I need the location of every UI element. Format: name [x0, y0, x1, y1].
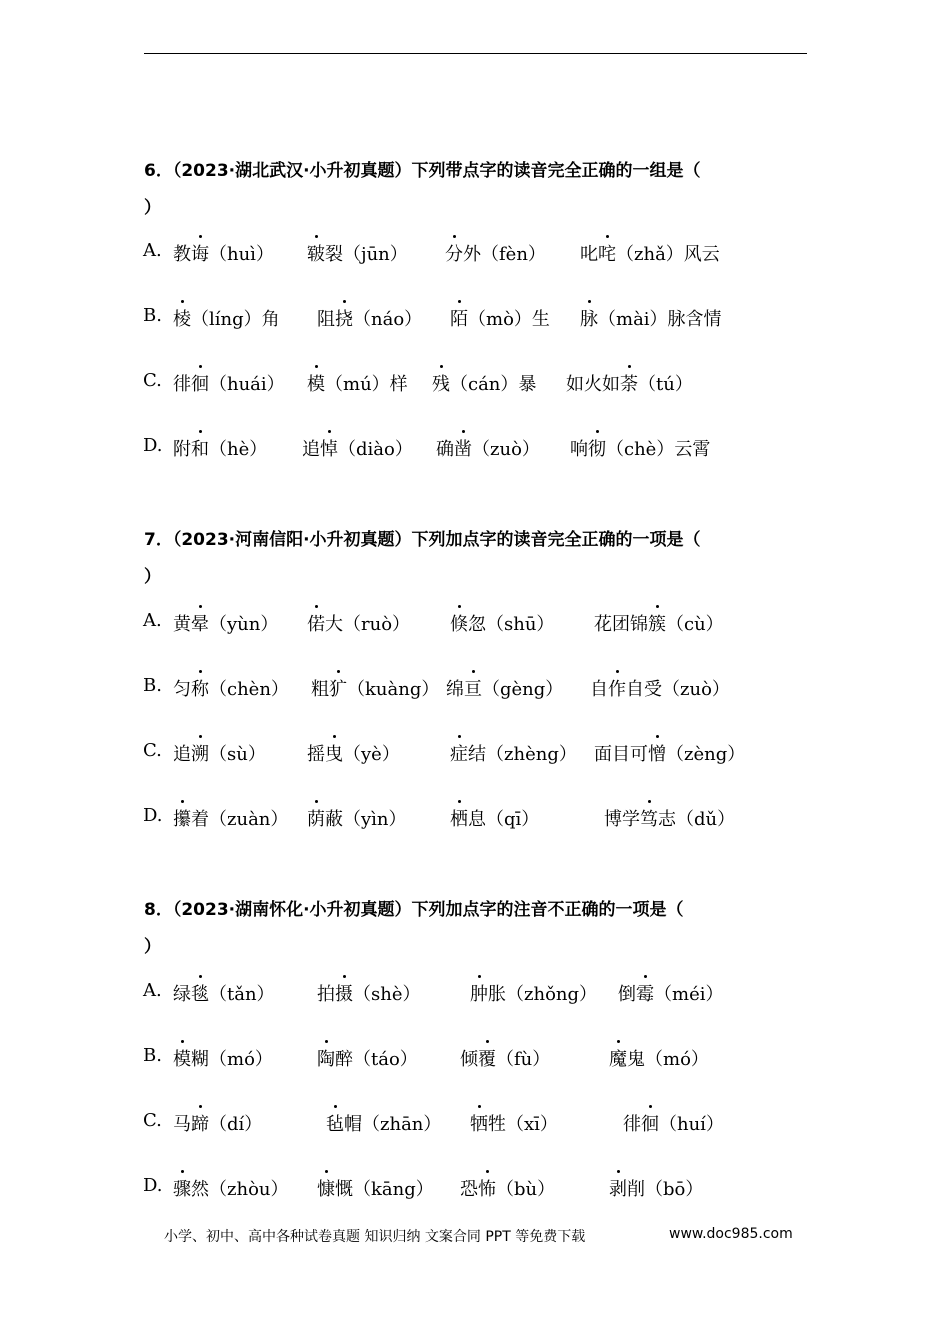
question-stem-line2: ）	[144, 567, 161, 587]
option-item: 叱咤（zhǎ）风云	[580, 240, 720, 266]
dotted-character: 曳	[325, 740, 343, 766]
option-item: 牺牲（xī）	[470, 1110, 558, 1136]
option-label: A.	[143, 240, 162, 261]
option-item: 毡帽（zhān）	[326, 1110, 441, 1136]
option-item: 肿胀（zhǒng）	[470, 980, 597, 1006]
option-item: 模糊（mó）	[173, 1045, 273, 1071]
dotted-character: 笃	[640, 805, 658, 831]
dotted-character: 模	[307, 370, 325, 396]
option-item: 慷慨（kāng）	[317, 1175, 434, 1201]
dotted-character: 称	[191, 675, 209, 701]
question-stem-line2: ）	[144, 198, 161, 218]
option-item: 摇曳（yè）	[307, 740, 400, 766]
dotted-character: 徊	[641, 1110, 659, 1136]
dotted-character: 毡	[326, 1110, 344, 1136]
dotted-character: 牺	[470, 1110, 488, 1136]
option-item: 魔鬼（mó）	[609, 1045, 709, 1071]
header-rule	[144, 53, 807, 54]
dotted-character: 攥	[173, 805, 191, 831]
option-item: 绿毯（tǎn）	[173, 980, 275, 1006]
dotted-character: 模	[173, 1045, 191, 1071]
option-label: D.	[143, 805, 163, 826]
dotted-character: 慷	[317, 1175, 335, 1201]
dotted-character: 咤	[598, 240, 616, 266]
option-label: C.	[143, 1110, 162, 1131]
option-item: 自作自受（zuò）	[590, 675, 730, 701]
option-item: 脉（mài）脉含情	[580, 305, 722, 331]
dotted-character: 怖	[478, 1175, 496, 1201]
dotted-character: 剥	[609, 1175, 627, 1201]
dotted-character: 分	[445, 240, 463, 266]
option-label: A.	[143, 980, 162, 1001]
option-item: 棱（líng）角	[173, 305, 280, 331]
option-item: 拍摄（shè）	[317, 980, 420, 1006]
dotted-character: 悼	[320, 435, 338, 461]
option-label: B.	[143, 305, 162, 326]
option-item: 陌（mò）生	[450, 305, 550, 331]
dotted-character: 毯	[191, 980, 209, 1006]
dotted-character: 挠	[335, 305, 353, 331]
option-item: 皲裂（jūn）	[307, 240, 408, 266]
option-item: 马蹄（dí）	[173, 1110, 262, 1136]
option-item: 模（mú）样	[307, 370, 408, 396]
option-item: 倒霉（méi）	[618, 980, 723, 1006]
question-stem-line1: 8．（2023·湖南怀化·小升初真题）下列加点字的注音不正确的一项是（	[144, 900, 684, 920]
dotted-character: 亘	[464, 675, 482, 701]
option-item: 追悼（diào）	[302, 435, 413, 461]
option-item: 恐怖（bù）	[460, 1175, 555, 1201]
option-item: 倏忽（shū）	[450, 610, 554, 636]
option-item: 追溯（sù）	[173, 740, 266, 766]
dotted-character: 残	[432, 370, 450, 396]
option-item: 骤然（zhòu）	[173, 1175, 289, 1201]
dotted-character: 偌	[307, 610, 325, 636]
question-stem-line1: 6．（2023·湖北武汉·小升初真题）下列带点字的读音完全正确的一组是（	[144, 161, 701, 181]
option-label: B.	[143, 675, 162, 696]
option-item: 攥着（zuàn）	[173, 805, 288, 831]
dotted-character: 皲	[307, 240, 325, 266]
option-item: 荫蔽（yìn）	[307, 805, 407, 831]
option-item: 如火如荼（tú）	[566, 370, 693, 396]
option-item: 黄晕（yùn）	[173, 610, 278, 636]
option-item: 倾覆（fù）	[460, 1045, 550, 1071]
option-label: B.	[143, 1045, 162, 1066]
option-item: 陶醉（táo）	[317, 1045, 418, 1071]
dotted-character: 犷	[329, 675, 347, 701]
dotted-character: 晕	[191, 610, 209, 636]
option-item: 徘徊（huí）	[623, 1110, 724, 1136]
option-item: 粗犷（kuàng）	[311, 675, 439, 701]
dotted-character: 魔	[609, 1045, 627, 1071]
dotted-character: 陶	[317, 1045, 335, 1071]
option-item: 阻挠（náo）	[317, 305, 422, 331]
option-item: 确凿（zuò）	[436, 435, 540, 461]
dotted-character: 肿	[470, 980, 488, 1006]
option-item: 面目可憎（zèng）	[594, 740, 745, 766]
dotted-character: 骤	[173, 1175, 191, 1201]
option-item: 症结（zhèng）	[450, 740, 577, 766]
dotted-character: 摄	[335, 980, 353, 1006]
footer-text: 小学、初中、高中各种试卷真题 知识归纳 文案合同 PPT 等免费下载	[164, 1229, 586, 1245]
dotted-character: 倏	[450, 610, 468, 636]
option-label: A.	[143, 610, 162, 631]
question-stem-line2: ）	[144, 937, 161, 957]
dotted-character: 荫	[307, 805, 325, 831]
option-item: 附和（hè）	[173, 435, 267, 461]
option-label: C.	[143, 370, 162, 391]
question-stem-line1: 7．（2023·河南信阳·小升初真题）下列加点字的读音完全正确的一项是（	[144, 530, 701, 550]
dotted-character: 溯	[191, 740, 209, 766]
option-item: 栖息（qī）	[450, 805, 539, 831]
dotted-character: 作	[608, 675, 626, 701]
option-item: 博学笃志（dǔ）	[604, 805, 735, 831]
option-item: 教诲（huì）	[173, 240, 274, 266]
dotted-character: 霉	[636, 980, 654, 1006]
dotted-character: 徊	[191, 370, 209, 396]
option-item: 徘徊（huái）	[173, 370, 285, 396]
option-label: D.	[143, 435, 163, 456]
dotted-character: 凿	[454, 435, 472, 461]
dotted-character: 和	[191, 435, 209, 461]
dotted-character: 陌	[450, 305, 468, 331]
page-footer	[164, 1226, 793, 1246]
option-item: 绵亘（gèng）	[446, 675, 563, 701]
dotted-character: 憎	[648, 740, 666, 766]
dotted-character: 彻	[588, 435, 606, 461]
footer-site-link[interactable]: www.doc985.com	[669, 1226, 793, 1242]
dotted-character: 蹄	[191, 1110, 209, 1136]
option-item: 分外（fèn）	[445, 240, 546, 266]
option-item: 花团锦簇（cù）	[594, 610, 724, 636]
option-label: C.	[143, 740, 162, 761]
dotted-character: 覆	[478, 1045, 496, 1071]
option-item: 响彻（chè）云霄	[570, 435, 710, 461]
dotted-character: 荼	[620, 370, 638, 396]
dotted-character: 症	[450, 740, 468, 766]
dotted-character: 脉	[580, 305, 598, 331]
option-item: 匀称（chèn）	[173, 675, 289, 701]
option-item: 残（cán）暴	[432, 370, 536, 396]
option-label: D.	[143, 1175, 163, 1196]
dotted-character: 簇	[648, 610, 666, 636]
dotted-character: 栖	[450, 805, 468, 831]
dotted-character: 诲	[191, 240, 209, 266]
option-item: 剥削（bō）	[609, 1175, 703, 1201]
dotted-character: 棱	[173, 305, 191, 331]
option-item: 偌大（ruò）	[307, 610, 410, 636]
